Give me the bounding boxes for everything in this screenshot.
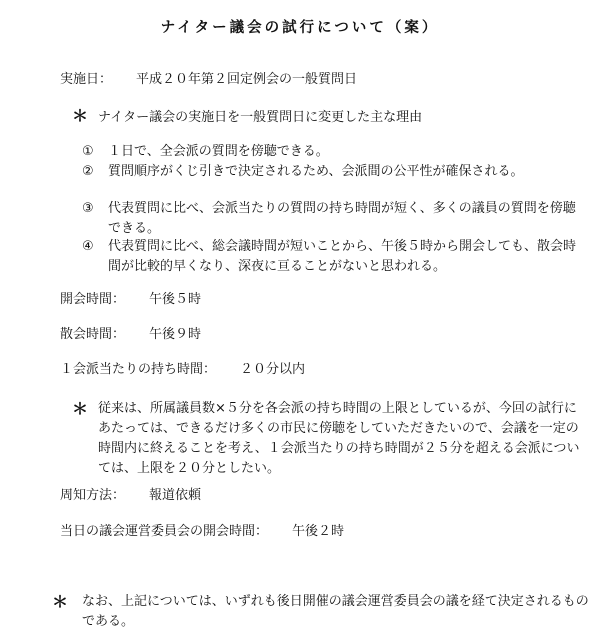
committee-time xyxy=(60,522,344,542)
reason-heading-text: ナイター議会の実施日を一般質問日に変更した主な理由 xyxy=(98,110,423,125)
open-time-label: 開会時間： xyxy=(60,292,126,307)
per-faction-time xyxy=(60,360,305,380)
implementation-date xyxy=(60,70,357,90)
per-faction-note xyxy=(72,399,586,479)
notice-method xyxy=(60,486,201,506)
open-time-value: 午後５時 xyxy=(149,292,202,307)
close-time-value: 午後９時 xyxy=(149,327,202,342)
reason-text: 代表質問に比べ、会派当たりの質問の持ち時間が短く、多くの議員の質問を傍聴できる。 xyxy=(108,201,576,236)
circled-number-4: ④ xyxy=(82,239,94,254)
reason-item xyxy=(82,142,586,162)
reason-item xyxy=(82,237,586,277)
asterisk-icon: ＊ xyxy=(72,106,89,125)
close-time-label: 散会時間： xyxy=(60,327,126,342)
reason-item xyxy=(82,199,586,239)
circled-number-2: ② xyxy=(82,164,94,179)
reason-text: 質問順序がくじ引きで決定されるため、会派間の公平性が確保される。 xyxy=(108,164,524,179)
asterisk-icon: ＊ xyxy=(52,592,69,611)
circled-number-3: ③ xyxy=(82,201,94,216)
circled-number-1: ① xyxy=(82,144,94,159)
document-title: ナイター議会の試行について（案） xyxy=(160,20,440,36)
reason-heading xyxy=(72,106,422,128)
per-faction-time-value: ２０分以内 xyxy=(240,362,306,377)
notice-method-value: 報道依頼 xyxy=(149,488,202,503)
reason-item xyxy=(82,162,586,182)
close-time xyxy=(60,325,201,345)
implementation-date-label: 実施日： xyxy=(60,72,113,87)
committee-time-label: 当日の議会運営委員会の開会時間： xyxy=(60,524,269,539)
final-note-text: なお、上記については、いずれも後日開催の議会運営委員会の議を経て決定されるものである。 xyxy=(82,594,589,629)
per-faction-note-text: 従来は、所属議員数×５分を各会派の持ち時間の上限としているが、今回の試行にあたっては、できるだけ多くの市民に傍聴をしていただきたいので、会議を一定の時間内に終えることを考え、１会派当たりの持ち時間が２５分を超える会派については、上限を２０分としたい。 xyxy=(98,401,580,476)
committee-time-value: 午後２時 xyxy=(292,524,345,539)
implementation-date-value: 平成２０年第２回定例会の一般質問日 xyxy=(136,72,358,87)
final-note xyxy=(52,592,590,632)
reason-text: 代表質問に比べ、総会議時間が短いことから、午後５時から開会しても、散会時間が比較的早くなり、深夜に亘ることがないと思われる。 xyxy=(108,239,577,274)
open-time xyxy=(60,290,201,310)
reason-text: １日で、全会派の質問を傍聴できる。 xyxy=(108,144,329,159)
per-faction-time-label: １会派当たりの持ち時間： xyxy=(60,362,217,377)
notice-method-label: 周知方法： xyxy=(60,488,126,503)
asterisk-icon: ＊ xyxy=(72,399,89,418)
